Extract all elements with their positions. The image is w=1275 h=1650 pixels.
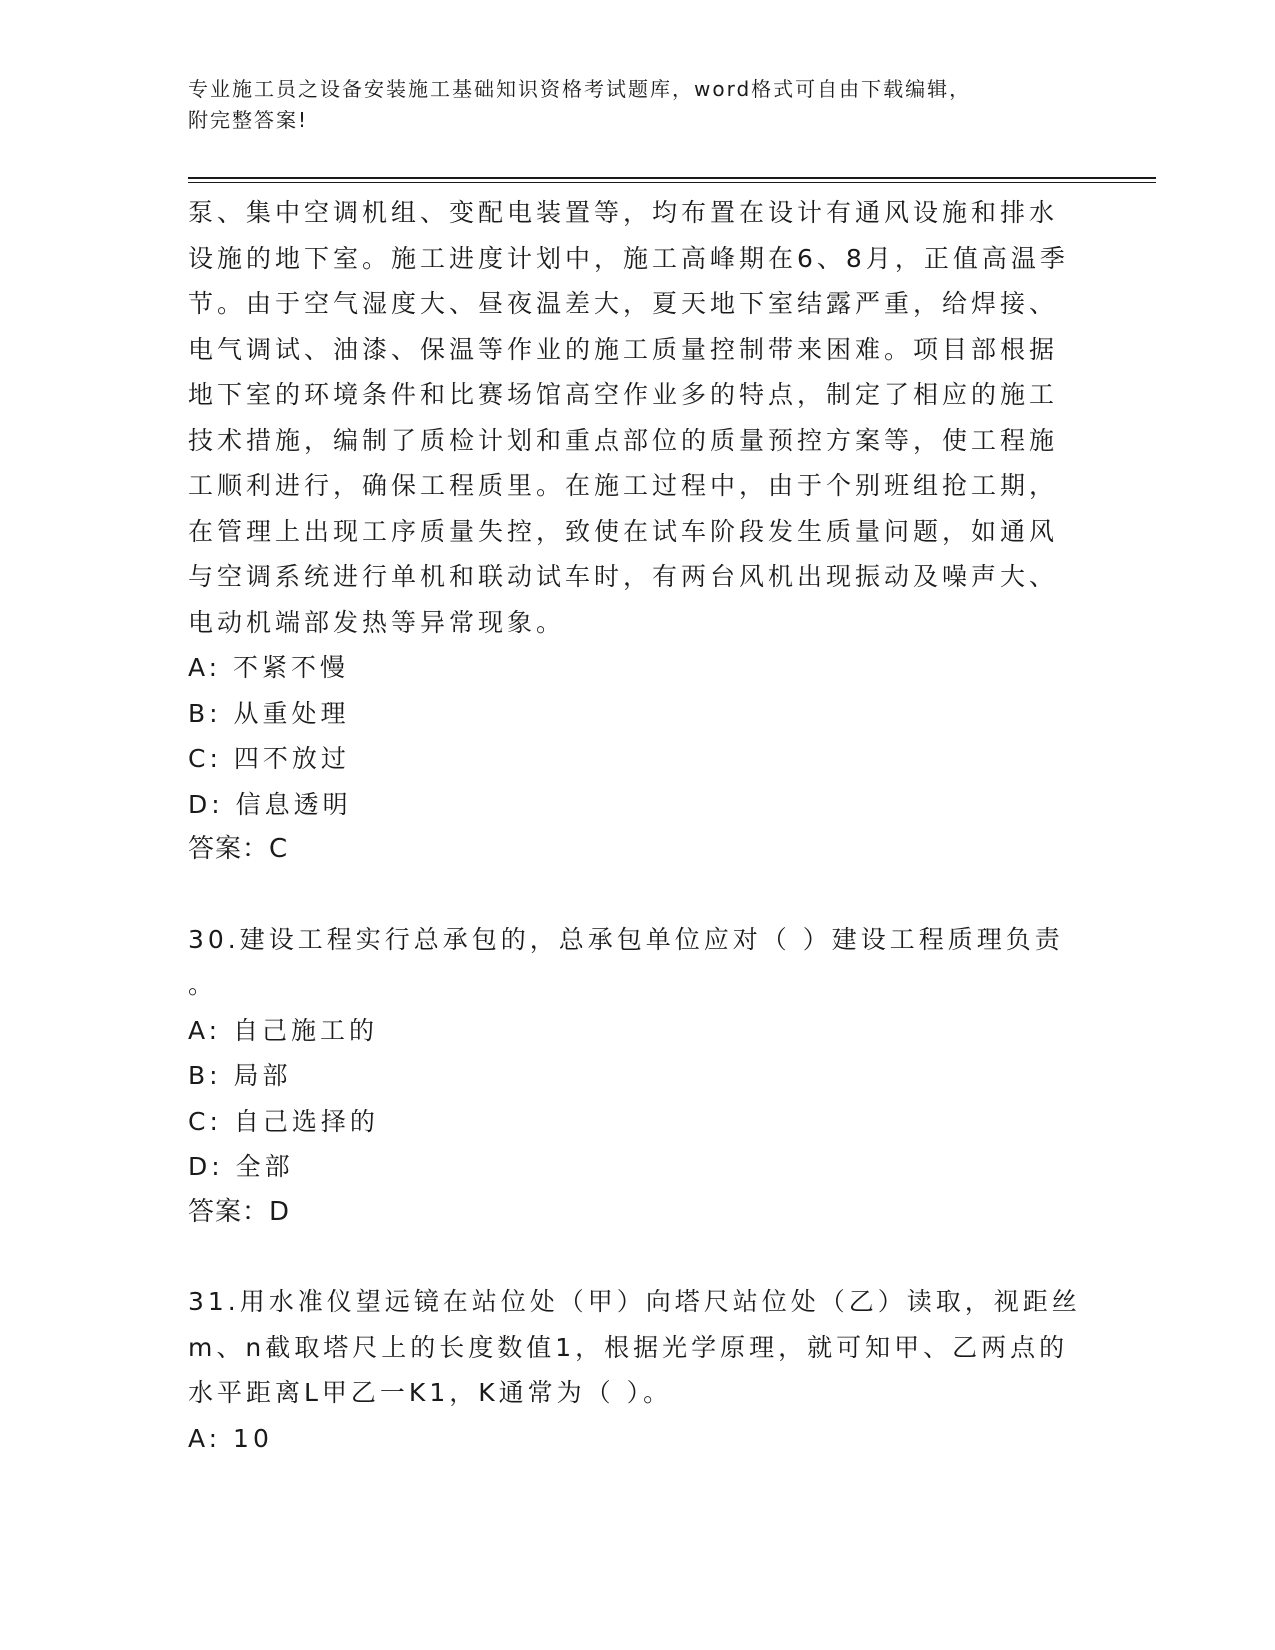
header-rule-thin: [188, 182, 1156, 183]
stem-line: 电动机端部发热等异常现象。: [188, 607, 566, 637]
option-a: A: 自己施工的: [188, 1015, 379, 1045]
header-line-1: 专业施工员之设备安装施工基础知识资格考试题库，word格式可自由下载编辑，: [188, 77, 972, 101]
answer: 答案：D: [188, 1196, 291, 1227]
option-a: A: 10: [188, 1423, 273, 1453]
question-30: [188, 917, 1088, 1236]
question-gap: [188, 1235, 1088, 1279]
stem-line: 设施的地下室。施工进度计划中，施工高峰期在6、8月，正值高温季: [188, 243, 1069, 273]
option-b: B: 从重处理: [188, 698, 350, 728]
stem-line: 。: [188, 970, 218, 999]
question-31: [188, 1279, 1088, 1461]
option-b: B: 局部: [188, 1061, 292, 1090]
document-header: [188, 74, 1088, 136]
option-d: D: 信息透明: [188, 789, 352, 819]
stem-line: 31.用水准仪望远镜在站位处（甲）向塔尺站位处（乙）读取，视距丝: [188, 1287, 1081, 1316]
stem-line: 泵、集中空调机组、变配电装置等，均布置在设计有通风设施和排水: [188, 198, 1059, 227]
header-line-2: 附完整答案!: [188, 108, 309, 132]
stem-line: 30.建设工程实行总承包的，总承包单位应对（ ）建设工程质理负责: [188, 924, 1064, 954]
option-c: C: 四不放过: [188, 744, 350, 773]
question-content: [188, 190, 1088, 1461]
header-rule-thick: [188, 177, 1156, 179]
stem-line: 在管理上出现工序质量失控，致使在试车阶段发生质量问题，如通风: [188, 516, 1059, 546]
question-29: [188, 190, 1088, 873]
stem-line: 技术措施，编制了质检计划和重点部位的质量预控方案等，使工程施: [188, 425, 1059, 455]
option-a: A: 不紧不慢: [188, 653, 350, 682]
stem-line: 地下室的环境条件和比赛场馆高空作业多的特点，制定了相应的施工: [188, 380, 1059, 409]
option-c: C: 自己选择的: [188, 1106, 379, 1136]
answer: 答案：C: [188, 834, 289, 864]
stem-line: 工顺利进行，确保工程质里。在施工过程中，由于个别班组抢工期，: [188, 471, 1059, 500]
stem-line: 电气调试、油漆、保温等作业的施工质量控制带来困难。项目部根据: [188, 334, 1059, 364]
stem-line: 与空调系统进行单机和联动试车时，有两台风机出现振动及噪声大、: [188, 562, 1059, 591]
stem-line: 节。由于空气湿度大、昼夜温差大，夏天地下室结露严重，给焊接、: [188, 289, 1059, 318]
stem-line: 水平距离L甲乙一K1，K通常为（ ）。: [188, 1378, 673, 1407]
question-gap: [188, 873, 1088, 917]
option-d: D: 全部: [188, 1152, 294, 1181]
stem-line: m、n截取塔尺上的长度数值1，根据光学原理，就可知甲、乙两点的: [188, 1332, 1069, 1362]
